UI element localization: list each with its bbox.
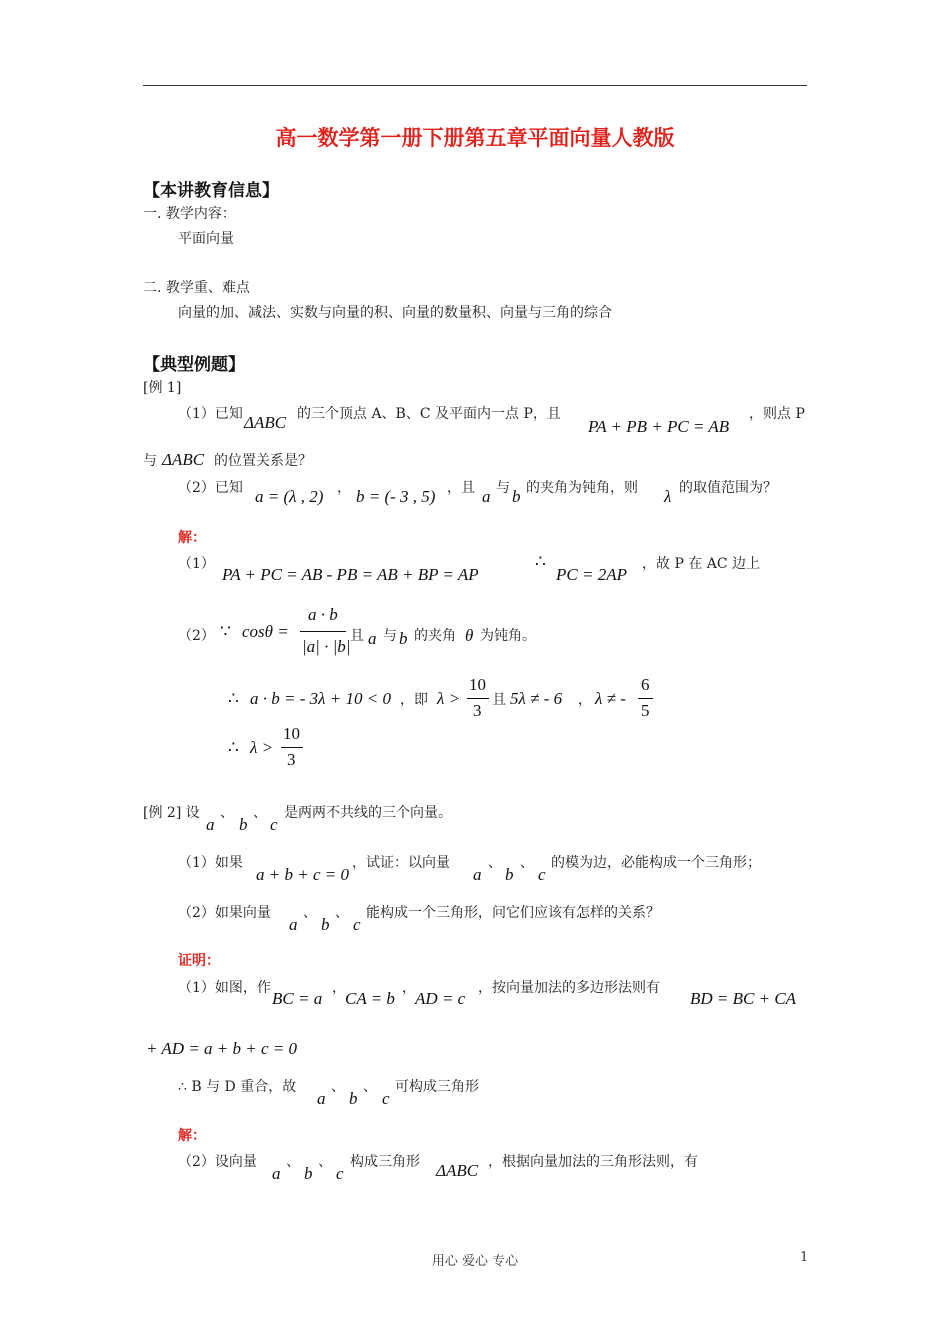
ex1-q2-vector-b: b = (- 3 , 5)	[356, 487, 436, 506]
ex2-solution-label: 解：	[178, 1128, 206, 1144]
ex2-q1-vector-a: a	[473, 865, 482, 884]
ex1-q2-comma-1: ，	[337, 480, 351, 496]
ex2-s-sep-1: 、	[286, 1154, 300, 1170]
ex2-vector-a: a	[206, 815, 215, 834]
ex2-s-sep-2: 、	[318, 1154, 332, 1170]
ex1-s2-because: ∵	[220, 622, 231, 641]
ex2-p1-comma-1: ，	[332, 980, 346, 996]
ex1-q1-text-c: ，则点 P	[749, 406, 805, 422]
ex1-q2-comma-2: ，且	[447, 480, 475, 496]
ex1-solution-label: 解：	[178, 530, 206, 546]
ex1-s2-a: a	[368, 629, 377, 648]
ex2-q2-vector-b: b	[321, 915, 330, 934]
ex2-q2-vector-a: a	[289, 915, 298, 934]
ex1-s2-fraction-bar	[300, 631, 346, 632]
ex1-s3-fraction-bar	[467, 698, 489, 699]
ex2-vector-c: c	[270, 815, 278, 834]
ex1-s3-fraction2-denominator: 5	[641, 701, 650, 720]
ex1-s2-b: b	[399, 629, 408, 648]
ex2-vector-b: b	[239, 815, 248, 834]
header-rule	[143, 85, 807, 86]
ex1-s3-fraction2-numerator: 6	[641, 675, 650, 694]
ex1-s2-number: （2）	[178, 628, 215, 644]
ex1-q2-text-b: 的夹角为钝角，则	[526, 480, 638, 496]
ex2-p3-sep-2: 、	[363, 1079, 377, 1095]
ex1-s3-ji: ，即	[400, 692, 428, 708]
ex1-s1-equation: PA + PC = AB - PB = AB + BP = AP	[222, 565, 479, 584]
ex1-q1-text-e: 的位置关系是？	[214, 453, 312, 469]
ex2-p3-text-a: ∴ B 与 D 重合，故	[178, 1079, 297, 1095]
keypoints-label: 二. 教学重、难点	[143, 280, 250, 296]
content-label: 一. 教学内容：	[143, 206, 236, 222]
ex2-p3-text-b: 可构成三角形	[395, 1079, 479, 1095]
ex2-q1-vector-b: b	[505, 865, 514, 884]
ex2-s-vector-a: a	[272, 1164, 281, 1183]
ex1-q1-vector-equation: PA + PB + PC = AB	[588, 417, 730, 436]
ex1-q1-triangle-2: ΔABC	[162, 450, 205, 469]
page-number: 1	[800, 1250, 809, 1265]
ex2-p1-text-b: ，按向量加法的多边形法则有	[478, 980, 660, 996]
ex1-q2-a: a	[482, 487, 491, 506]
ex2-s-text-a: （2）设向量	[178, 1154, 257, 1170]
ex1-s1-therefore: ∴	[535, 552, 546, 571]
ex1-s4-therefore: ∴	[228, 738, 239, 757]
ex1-s1-equation-2: PC = 2AP	[556, 565, 627, 584]
ex1-s3-and: 且	[492, 692, 506, 708]
ex1-s3-fraction-numerator: 10	[469, 675, 486, 694]
ex1-q2-vector-a: a = (λ , 2)	[255, 487, 324, 506]
ex2-s-vector-c: c	[336, 1164, 344, 1183]
examples-heading: 【典型例题】	[143, 355, 245, 375]
ex2-p1-comma-2: ，	[402, 980, 416, 996]
ex2-p1-text-a: （1）如图，作	[178, 980, 271, 996]
ex1-s2-theta: θ	[465, 626, 474, 645]
ex1-q1-triangle: ΔABC	[244, 413, 287, 432]
ex2-q1-text-c: 的模为边，必能构成一个三角形；	[551, 855, 761, 871]
ex1-s3-comma: ，	[578, 692, 592, 708]
ex2-tail: 是两两不共线的三个向量。	[284, 805, 452, 821]
ex1-q1-text-b: 的三个顶点 A、B、C 及平面内一点 P，且	[297, 406, 561, 422]
ex2-p1-ad: AD = c	[415, 989, 466, 1008]
content-value: 平面向量	[178, 231, 234, 247]
ex1-s2-tail: 为钝角。	[480, 628, 536, 644]
ex1-s3-fraction2-bar	[638, 698, 653, 699]
ex2-q2-text-b: 能构成一个三角形，问它们应该有怎样的关系？	[366, 905, 660, 921]
ex2-q1-sep-1: 、	[488, 855, 502, 871]
ex2-p1-equation: BD = BC + CA	[690, 989, 797, 1008]
ex1-q2-b: b	[512, 487, 521, 506]
ex2-s-text-b: 构成三角形	[350, 1154, 420, 1170]
ex2-p3-vector-a: a	[317, 1089, 326, 1108]
ex1-s3-lambda: λ >	[437, 689, 461, 708]
ex1-s3-equation: a · b = - 3λ + 10 < 0	[250, 689, 391, 708]
ex1-s2-cos: cosθ =	[242, 622, 289, 641]
ex1-q1-text-a: （1）已知	[178, 406, 243, 422]
ex1-s1-number: （1）	[178, 556, 215, 572]
ex2-q2-vector-c: c	[353, 915, 361, 934]
ex2-s-text-c: ，根据向量加法的三角形法则，有	[488, 1154, 698, 1170]
ex1-s4-fraction-bar	[281, 747, 303, 748]
ex1-s4-fraction-numerator: 10	[283, 724, 300, 743]
ex2-sep-2: 、	[253, 805, 267, 821]
ex1-label: [例 1]	[143, 380, 182, 396]
ex2-p3-vector-c: c	[382, 1089, 390, 1108]
ex2-q1-sep-2: 、	[520, 855, 534, 871]
ex2-q1-vector-c: c	[538, 865, 546, 884]
ex1-q2-text-c: 的取值范围为？	[679, 480, 777, 496]
ex2-sep-1: 、	[220, 805, 234, 821]
ex1-s2-yu: 与	[383, 628, 397, 644]
ex1-s3-fraction-denominator: 3	[473, 701, 482, 720]
ex2-p3-sep-1: 、	[331, 1079, 345, 1095]
ex2-q1-text-b: ，试证：以向量	[352, 855, 450, 871]
ex2-p2-equation: + AD = a + b + c = 0	[146, 1039, 298, 1058]
ex2-q2-sep-1: 、	[303, 905, 317, 921]
ex1-s3-equation-3: λ ≠ -	[595, 689, 626, 708]
ex1-q2-yu: 与	[496, 480, 510, 496]
ex2-p3-vector-b: b	[349, 1089, 358, 1108]
ex2-p1-bc: BC = a	[272, 989, 323, 1008]
ex2-s-vector-b: b	[304, 1164, 313, 1183]
ex1-s1-tail: ，故 P 在 AC 边上	[642, 556, 761, 572]
ex1-s2-angle: 的夹角	[414, 628, 456, 644]
ex2-q1-text-a: （1）如果	[178, 855, 243, 871]
ex2-s-triangle: ΔABC	[436, 1161, 479, 1180]
footer-motto: 用心 爱心 专心	[431, 1254, 519, 1269]
ex2-q2-sep-2: 、	[335, 905, 349, 921]
ex1-s2-and: 且	[350, 628, 364, 644]
ex2-p1-ca: CA = b	[345, 989, 395, 1008]
ex1-s2-fraction-numerator: a · b	[308, 605, 338, 624]
ex1-s3-equation-2: 5λ ≠ - 6	[510, 689, 563, 708]
ex1-s2-fraction-denominator: |a| · |b|	[302, 637, 351, 656]
ex1-q2-text-a: （2）已知	[178, 480, 243, 496]
ex1-q2-lambda: λ	[664, 487, 672, 506]
ex1-q1-text-d: 与	[143, 453, 157, 469]
page-title: 高一数学第一册下册第五章平面向量人教版	[275, 126, 675, 150]
ex2-proof-label: 证明：	[178, 953, 220, 969]
ex2-q1-equation: a + b + c = 0	[256, 865, 349, 884]
ex1-s4-lambda: λ >	[250, 738, 274, 757]
keypoints-value: 向量的加、减法、实数与向量的积、向量的数量积、向量与三角的综合	[178, 305, 612, 321]
ex1-s4-fraction-denominator: 3	[287, 750, 296, 769]
info-heading: 【本讲教育信息】	[143, 181, 279, 201]
ex2-q2-text-a: （2）如果向量	[178, 905, 271, 921]
ex1-s3-therefore: ∴	[228, 689, 239, 708]
ex2-label: [例 2] 设	[143, 805, 200, 821]
